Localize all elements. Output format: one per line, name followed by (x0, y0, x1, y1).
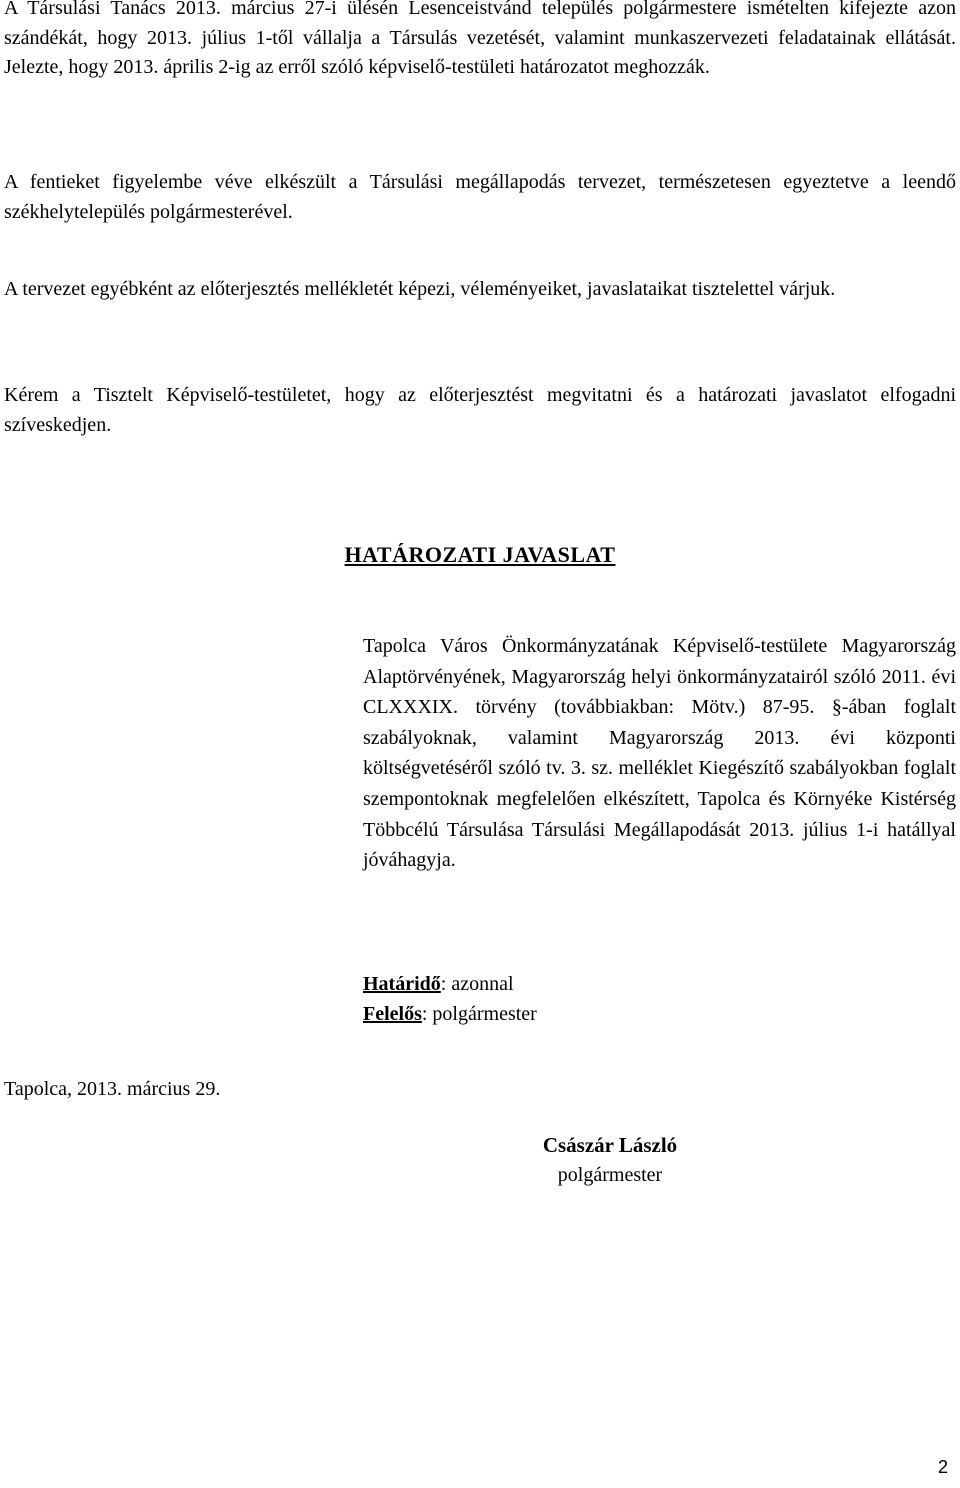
responsible-label: Felelős (363, 1003, 422, 1025)
request-paragraph: Kérem a Tisztelt Képviselő-testületet, hogy az előterjesztést megvitatni és a határozati javaslatot elfogadni szíveskedjen. (4, 384, 956, 436)
page-number: 2 (938, 1457, 949, 1477)
signatory-name: Császár László (542, 1133, 678, 1157)
signatory-role: polgármester (557, 1164, 663, 1186)
deadline-value: : azonnal (440, 973, 514, 995)
draft-paragraph: A fentieket figyelembe véve elkészült a Társulási megállapodás tervezet, természetesen egyeztetve a leendő székhelytelepülés polgármesterével. (4, 171, 956, 223)
responsible-value: : polgármester (421, 1003, 537, 1025)
resolution-text: Tapolca Város Önkormányzatának Képviselő-testülete Magyarország Alaptörvényének, Magyarország helyi önkormányzatairól szóló 2011. évi CLXXXIX. törvény (továbbiakban: Mötv.) 87-95. §-ában foglalt szabályoknak, valamint Magyarország 2013. évi központi költségvetéséről szóló tv. 3. sz. melléklet Kiegészítő szabályokban foglalt szempontoknak megfelelően elkészített, Tapolca és Környéke Kistérség Többcélú Társulása Társulási Megállapodását 2013. július 1-i hatállyal jóváhagyja. (363, 635, 956, 872)
deadline-label: Határidő (363, 973, 441, 995)
responsible-line (363, 999, 537, 1029)
annex-paragraph: A tervezet egyébként az előterjesztés mellékletét képezi, véleményeiket, javaslataikat tisztelettel várjuk. (4, 278, 836, 300)
deadline-line (363, 969, 537, 999)
place-date: Tapolca, 2013. március 29. (4, 1078, 221, 1100)
intro-paragraph: A Társulási Tanács 2013. március 27-i ülésén Lesenceistvánd település polgármestere ismételten kifejezte azon szándékát, hogy 2013. július 1-től vállalja a Társulás vezetését, valamint munkaszervezeti feladatainak ellátását. Jelezte, hogy 2013. április 2-ig az erről szóló képviselő-testületi határozatot meghozzák. (4, 0, 956, 78)
resolution-title: HATÁROZATI JAVASLAT (344, 542, 616, 567)
deadline-block (363, 969, 537, 1029)
signature-block (510, 1130, 710, 1190)
